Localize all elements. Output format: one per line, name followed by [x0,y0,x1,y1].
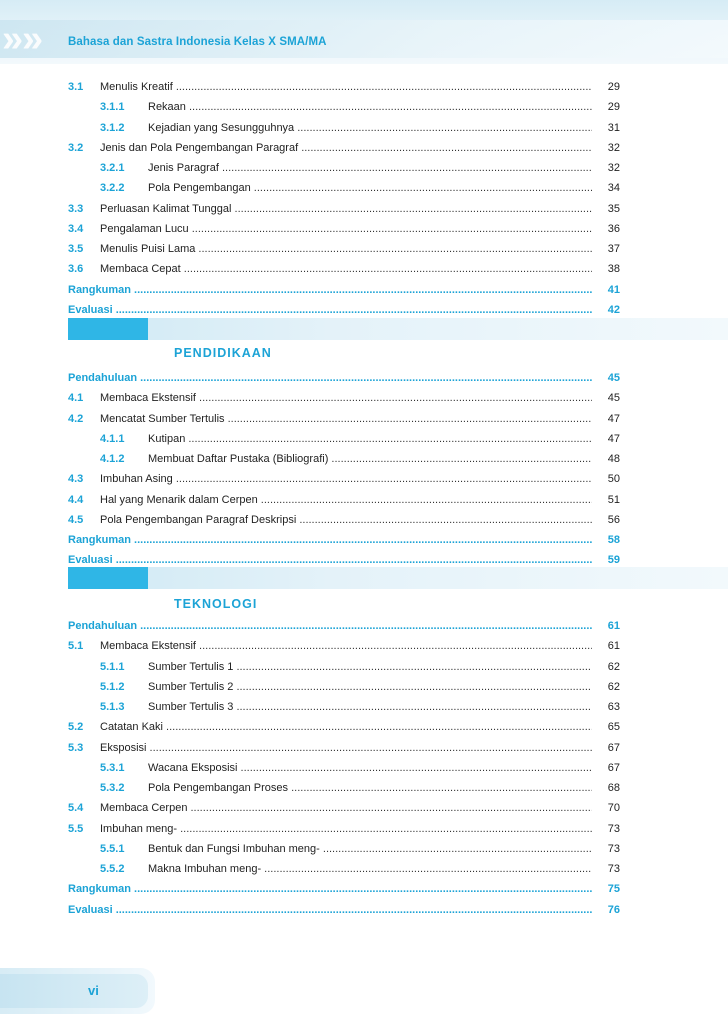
toc-entry-label: Makna Imbuhan meng- ..... [148,861,592,877]
toc-entry[interactable] [68,881,620,897]
toc-entry-number: 5.5 [68,822,84,835]
footer-tab-inner [0,974,148,1008]
toc-entry-label: Evaluasi ..... [68,902,592,918]
toc-entry-page: 67 [592,760,620,776]
toc-entry[interactable] [68,282,620,298]
toc-entry-number: 3.1.2 [100,121,125,134]
toc-entry-label: Wacana Eksposisi ..... [148,760,592,776]
toc-entry-page: 61 [592,638,620,654]
toc-entry-page: 35 [592,201,620,217]
toc-entry[interactable] [68,861,620,877]
toc-entry-number: 4.5 [68,513,84,526]
toc-entry-number: 3.6 [68,263,84,276]
toc-entry-label: Eksposisi ..... [100,740,592,756]
toc-entry-number: 5.1.3 [100,701,125,713]
toc-entry[interactable] [68,201,620,217]
toc-entry[interactable] [68,451,620,467]
toc-entry[interactable] [68,552,620,568]
toc-entry-page: 61 [592,618,620,634]
toc-entry-number: 3.4 [68,222,84,235]
toc-entry-label: Kejadian yang Sesungguhnya ..... [148,120,592,136]
toc-entry-page: 45 [592,370,620,386]
toc-entry-label: Rangkuman ..... [68,282,592,298]
toc-entry-page: 37 [592,241,620,257]
toc-entry-label: Jenis Paragraf ..... [148,160,592,176]
toc-entry-page: 70 [592,800,620,816]
toc-entry-page: 76 [592,902,620,918]
toc-entry-number: 4.1.2 [100,453,125,465]
toc-entry-page: 48 [592,451,620,467]
toc-entry-label: Sumber Tertulis 1 ..... [148,659,592,675]
toc-entry[interactable] [68,659,620,675]
toc-entry[interactable] [68,512,620,528]
toc-entry-label: Perluasan Kalimat Tunggal ..... [100,201,592,217]
toc-entry-page: 45 [592,390,620,406]
toc-entry-page: 73 [592,841,620,857]
toc-entry-page: 38 [592,261,620,277]
toc-entry-label: Hal yang Menarik dalam Cerpen ..... [100,492,592,508]
toc-entry[interactable] [68,241,620,257]
toc-entry[interactable] [68,532,620,548]
toc-entry-label: Imbuhan meng- ..... [100,821,592,837]
chapter-tab [68,318,148,340]
toc-entry-page: 51 [592,492,620,508]
chevron-right-icon: » [22,18,44,60]
toc-entry-page: 47 [592,411,620,427]
toc-entry-label: Pengalaman Lucu ..... [100,221,592,237]
toc-entry[interactable] [68,492,620,508]
toc-entry-page: 32 [592,160,620,176]
toc-entry-page: 36 [592,221,620,237]
toc-entry-label: Menulis Puisi Lama ..... [100,241,592,257]
toc-entry-page: 58 [592,532,620,548]
toc-entry-number: 3.2 [68,141,84,154]
toc-entry-label: Pendahuluan ..... [68,618,592,634]
toc-entry-number: 5.4 [68,802,84,815]
toc-entry[interactable] [68,638,620,654]
toc-entry[interactable] [68,160,620,176]
toc-entry[interactable] [68,679,620,695]
toc-entry[interactable] [68,431,620,447]
toc-entry[interactable] [68,719,620,735]
toc-entry[interactable] [68,618,620,634]
toc-entry[interactable] [68,821,620,837]
toc-entry-page: 62 [592,659,620,675]
toc-entry-page: 73 [592,861,620,877]
toc-entry-page: 29 [592,99,620,115]
toc-entry[interactable] [68,120,620,136]
chapter-bar [68,318,728,340]
toc-entry-label: Membaca Ekstensif ..... [100,390,592,406]
toc-entry-label: Membaca Cerpen ..... [100,800,592,816]
chapter-bar [68,567,728,589]
toc-entry-label: Jenis dan Pola Pengembangan Paragraf ..... [100,140,592,156]
toc-entry-label: Bentuk dan Fungsi Imbuhan meng- ..... [148,841,592,857]
toc-entry-page: 62 [592,679,620,695]
toc-entry[interactable] [68,699,620,715]
toc-entry-label: Evaluasi ..... [68,552,592,568]
toc-entry-page: 50 [592,471,620,487]
toc-entry-number: 5.3.1 [100,761,125,774]
toc-entry-number: 3.2.1 [100,162,125,174]
toc-entry-label: Pola Pengembangan Proses ..... [148,780,592,796]
toc-entry-number: 4.4 [68,493,84,506]
toc-entry-page: 47 [592,431,620,447]
toc-entry[interactable] [68,180,620,196]
toc-entry-number: 5.3.2 [100,782,125,794]
toc-entry-number: 5.1 [68,640,84,653]
toc-entry-page: 73 [592,821,620,837]
toc-entry-page: 68 [592,780,620,796]
toc-entry-label: Sumber Tertulis 3 ..... [148,699,592,715]
toc-entry[interactable] [68,140,620,156]
toc-entry-page: 42 [592,302,620,318]
toc-entry-label: Membuat Daftar Pustaka (Bibliografi) ..... [148,451,592,467]
toc-entry-label: Imbuhan Asing ..... [100,471,592,487]
book-title: Bahasa dan Sastra Indonesia Kelas X SMA/MA [68,36,327,48]
toc-entry[interactable] [68,841,620,857]
toc-entry-number: 5.1.2 [100,680,125,693]
toc-entry-page: 75 [592,881,620,897]
chapter-title: TEKNOLOGI [174,597,258,611]
toc-entry-number: 3.1 [68,81,84,93]
toc-entry-number: 3.1.1 [100,101,125,114]
toc-entry-page: 29 [592,79,620,95]
toc-entry-number: 4.2 [68,412,84,425]
chapter-tab [68,567,148,589]
chevron-right-icon: » [2,18,24,60]
toc-entry[interactable] [68,902,620,918]
toc-entry-page: 32 [592,140,620,156]
toc-entry-label: Pola Pengembangan ..... [148,180,592,196]
toc-entry-number: 4.3 [68,473,84,486]
toc-entry-label: Sumber Tertulis 2 ..... [148,679,592,695]
toc-entry-number: 3.5 [68,243,84,255]
toc-entry[interactable] [68,800,620,816]
toc-entry[interactable] [68,411,620,427]
toc-entry-label: Membaca Ekstensif ..... [100,638,592,654]
toc-entry-number: 3.3 [68,202,84,215]
toc-entry-label: Pola Pengembangan Paragraf Deskripsi ..... [100,512,592,528]
toc-entry-label: Mencatat Sumber Tertulis ..... [100,411,592,427]
toc-entry-label: Kutipan ..... [148,431,592,447]
toc-entry-number: 5.1.1 [100,660,125,673]
toc-entry-label: Rangkuman ..... [68,881,592,897]
toc-entry-label: Pendahuluan ..... [68,370,592,386]
toc-entry[interactable] [68,780,620,796]
toc-entry[interactable] [68,79,620,95]
toc-entry[interactable] [68,390,620,406]
toc-entry-label: Rangkuman ..... [68,532,592,548]
toc-entry[interactable] [68,261,620,277]
toc-entry-label: Rekaan ..... [148,99,592,115]
toc-entry[interactable] [68,302,620,318]
toc-entry-label: Catatan Kaki ..... [100,719,592,735]
toc-entry[interactable] [68,740,620,756]
toc-entry-page: 56 [592,512,620,528]
toc-entry-number: 4.1.1 [100,432,125,445]
toc-entry-page: 63 [592,699,620,715]
chapter-title: PENDIDIKAAN [174,346,272,360]
toc-entry[interactable] [68,760,620,776]
toc-entry-label: Membaca Cepat ..... [100,261,592,277]
toc-entry-page: 34 [592,180,620,196]
toc-entry-page: 67 [592,740,620,756]
toc-entry-number: 3.2.2 [100,182,125,195]
toc-entry[interactable] [68,221,620,237]
toc-entry-page: 31 [592,120,620,136]
toc-entry-page: 41 [592,282,620,298]
toc-entry-label: Menulis Kreatif ..... [100,79,592,95]
page-number: vi [88,983,99,998]
toc-entry-number: 5.2 [68,721,84,734]
toc-entry[interactable] [68,99,620,115]
toc-entry[interactable] [68,471,620,487]
toc-entry-page: 65 [592,719,620,735]
toc-entry-page: 59 [592,552,620,568]
toc-entry-number: 5.5.1 [100,842,125,855]
toc-entry-number: 5.3 [68,741,84,754]
toc-entry-label: Evaluasi ..... [68,302,592,318]
toc-entry-number: 5.5.2 [100,863,125,875]
toc-entry-number: 4.1 [68,392,84,405]
toc-entry[interactable] [68,370,620,386]
